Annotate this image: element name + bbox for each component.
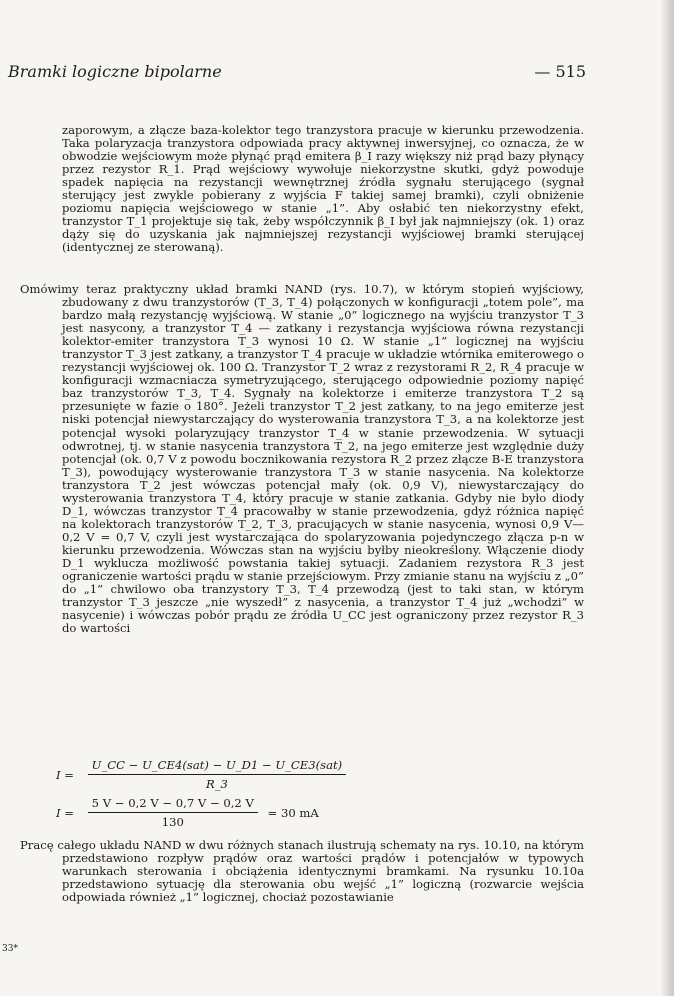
paragraph-text: Pracę całego układu NAND w dwu różnych stanach ilustrują schematy na rys. 10.10, na którym przedstawiono rozpływ prądów oraz wartości prądów i potencjałów w typowych warunkach sterowania i obciążenia identycznymi bramkami. Na rysunku 10.10a przedstawiono sytuację dla sterowania obu wejść „1” logiczną (rozwarcie wejścia odpowiada również „1” logicznej, chociaż pozostawianie <box>20 838 584 905</box>
page-number: — 515 <box>534 62 586 81</box>
paragraph-2 <box>20 283 584 635</box>
paragraph-1 <box>62 124 584 254</box>
page-header <box>8 62 586 88</box>
page-edge <box>660 0 674 996</box>
formula-current-symbolic <box>56 758 346 791</box>
formula-lhs: I = <box>56 805 74 820</box>
formula-current-numeric <box>56 796 319 829</box>
formula-fraction <box>88 796 258 829</box>
formula-numerator: 5 V − 0,2 V − 0,7 V − 0,2 V <box>88 796 258 813</box>
formula-lhs: I = <box>56 767 74 782</box>
formula-fraction <box>88 758 347 791</box>
sheet-signature: 33* <box>2 944 18 954</box>
formula-result: = 30 mA <box>267 805 319 820</box>
formula-numerator: U_CC − U_CE4(sat) − U_D1 − U_CE3(sat) <box>88 758 347 775</box>
paragraph-3 <box>20 839 584 904</box>
formula-denominator: 130 <box>161 815 184 829</box>
formula-denominator: R_3 <box>205 777 228 791</box>
paragraph-text: Omówimy teraz praktyczny układ bramki NAND (rys. 10.7), w którym stopień wyjściowy, zbudowany z dwu tranzystorów (T_3, T_4) połączonych w konfiguracji „totem pole”, ma bardzo małą rezystancję wyjściową. W stanie „0” logicznego na wyjściu tranzystor T_3 jest nasycony, a tranzystor T_4 — zatkany i rezystancja wyjściowa równa rezystancji kolektor-emiter tranzystora T_3 wynosi 10 Ω. W stanie „1” logicznej na wyjściu tranzystor T_3 jest zatkany, a tranzystor T_4 pracuje w układzie wtórnika emiterowego o rezystancji wyjściowej ok. 100 Ω. Tranzystor T_2 wraz z rezystorami R_2, R_4 pracuje w konfiguracji wzmacniacza symetryzującego, sterującego odpowiednie poziomy napięć baz tranzystorów T_3, T_4. Sygnały na kolektorze i emiterze tranzystora T_2 są przesunięte w fazie o 180°. Jeżeli tranzystor T_2 jest zatkany, to na jego emiterze jest niski potencjał niewystarczający do wysterowania tranzystora T_3, a na kolektorze jest potencjał wysoki polaryzujący tranzystor T_4 w stanie przewodzenia. W sytuacji odwrotnej, tj. w stanie nasycenia tranzystora T_2, na jego emiterze jest względnie duży potencjał (ok. 0,7 V z powodu bocznikowania rezystora R_2 przez złącze B-E tranzystora T_3), powodujący wysterowanie tranzystora T_3 w stanie nasycenia. Na kolektorze tranzystora T_2 jest wówczas potencjał mały (ok. 0,9 V), niewystarczający do wysterowania tranzystora T_4, który pracuje w stanie zatkania. Gdyby nie było diody D_1, wówczas tranzystor T_4 pracowałby w stanie przewodzenia, gdyż różnica napięć na kolektorach tranzystorów T_2, T_3, pracujących w stanie nasycenia, wynosi 0,9 V—0,2 V = 0,7 V, czyli jest wystarczająca do spolaryzowania pojedynczego złącza p-n w kierunku przewodzenia. Wówczas stan na wyjściu byłby nieokreślony. Włączenie diody D_1 wyklucza możliwość powstania takiej sytuacji. Zadaniem rezystora R_3 jest ograniczenie wartości prądu w stanie przejściowym. Przy zmianie stanu na wyjściu z „0” do „1” chwilowo oba tranzystory T_3, T_4 przewodzą (jest to taki stan, w którym tranzystor T_3 jeszcze „nie wyszedł” z nasycenia, a tranzystor T_4 już „wchodzi” w nasycenie) i wówczas pobór prądu ze źródła U_CC jest ograniczony przez rezystor R_3 do wartości <box>20 282 584 636</box>
paragraph-text: zaporowym, a złącze baza-kolektor tego tranzystora pracuje w kierunku przewodzenia. Taka polaryzacja tranzystora odpowiada pracy aktywnej inwersyjnej, co oznacza, że w obwodzie wejściowym może płynąć prąd emitera β_I razy większy niż prąd bazy płynący przez rezystor R_1. Prąd wejściowy wywołuje niekorzystne skutki, gdyż powoduje spadek napięcia na rezystancji wewnętrznej źródła sygnału sterującego (sygnał sterujący jest zwykle pobierany z wyjścia F takiej samej bramki), czyli obniżenie poziomu napięcia wejściowego w stanie „1”. Aby osłabić ten niekorzystny efekt, tranzystor T_1 projektuje się tak, żeby współczynnik β_I był jak najmniejszy (ok. 1) oraz dąży się do uzyskania jak najmniejszej rezystancji wyjściowej bramki sterującej (identycznej ze sterowaną). <box>62 123 584 255</box>
running-title: Bramki logiczne bipolarne <box>8 62 222 81</box>
